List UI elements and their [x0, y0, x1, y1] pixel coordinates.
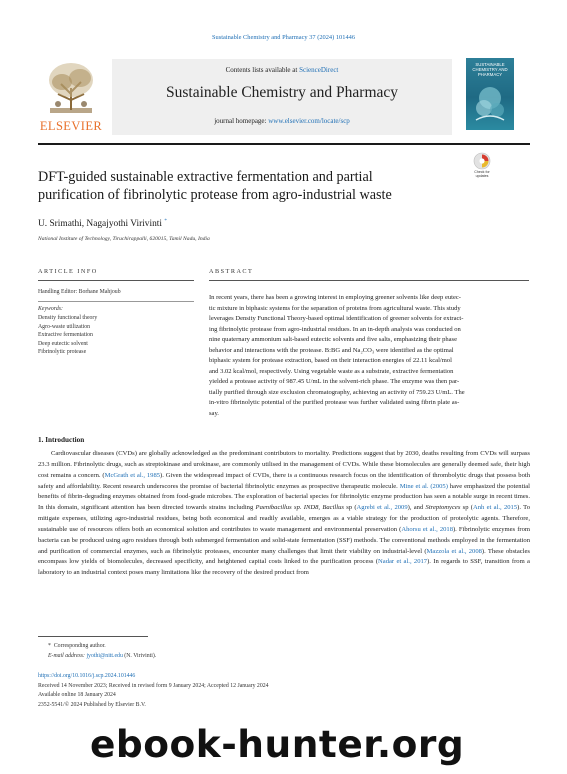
corresponding-author-mark[interactable]: *: [164, 219, 167, 224]
contents-line: Contents lists available at ScienceDirect: [225, 66, 339, 74]
keywords-label: Keywords:: [38, 306, 63, 312]
email-link[interactable]: jyothi@nitt.edu: [86, 652, 123, 659]
watermark-text: ebook-hunter.org: [90, 722, 465, 766]
journal-reference[interactable]: Sustainable Chemistry and Pharmacy 37 (2024) 101446: [211, 34, 356, 41]
citation-link[interactable]: Mazzola et al., 2008: [426, 547, 482, 555]
keyword-item: Deep eutectic solvent: [38, 340, 88, 347]
citation-link[interactable]: McGrath et al., 1985: [104, 471, 161, 479]
journal-homepage-link[interactable]: www.elsevier.com/locate/scp: [268, 117, 350, 125]
journal-title: Sustainable Chemistry and Pharmacy: [165, 84, 399, 101]
keyword-item: Density functional theory: [38, 315, 98, 321]
abstract-text: In recent years, there has been a growing interest in employing greener solvents like deep eutec- tic mixture in biphasic systems for the separation of proteins from agricultural waste. This study leverages Density Functional Theory-based optimal identification of greener solvents for extract- ing fibrinolytic protease from agro-industrial residues. In an in-depth analysis was conducted on nine quaternary ammonium salt-based eutectic solvents and five salts, emphasizing their phase behavior and interactions with the protease. B:BG and Na₂CO₃ were identified as the optimal biphasic system for protease extraction, based on their interaction energies of 22.11 kcal/mol and 3.02 kcal/mol, respectively. Using vegetable waste as a substrate, extractive fermentation yielded a protease activity of 987.45 U/mL in the solvent-rich phase. The enzyme was then par- tially purified through size exclusion chromatography, achieving an activity of 759.23 U/mL. The in-vitro fibrinolytic potential of the purified protease was further validated using fibrin plate as- say.: [209, 294, 465, 417]
elsevier-logo: [38, 58, 104, 134]
received-dates: Received 14 November 2023; Received in revised form 9 January 2024; Accepted 12 January 2024: [38, 682, 269, 689]
article-title: DFT-guided sustainable extractive fermentation and partial purification of fibrinolytic protease from agro-industrial waste: [38, 169, 392, 203]
affiliation: National Institute of Technology, Tiruchirappalli, 620015, Tamil Nadu, India: [38, 236, 210, 242]
abstract-rule: [209, 280, 529, 281]
author-list: U. Srimathi, Nagajyothi Virivinti *: [38, 219, 167, 230]
introduction-paragraph: Cardiovascular diseases (CVDs) are globally acknowledged as the predominant contributors to mortality. Predictions suggest that by 2030, deaths resulting from CVDs will surpass 23.3 million. Fibrinolytic drugs, such as streptokinase and urokinase, are commonly utilised in the management of CVDs. While these biomolecules are generally deemed safe, their high cost remains a concern. (McGrath et al., 1985). Given the widespread impact of CVDs, there is a continuous research focus on the identification of thrombolytic drugs that possess both safety and affordability. Recent research underscores the promise of bacterial fibrinolytic enzymes as prospective therapeutic molecule. Mine et al. (2005) have emphasized the potential benefits of fibrin-degrading enzymes obtained from food-grade microbes. The exploration of bacterial species for fibrinolytic enzyme production has seen a notable surge in recent times. In this domain, significant attention has been directed towards strains including Paenibacillus sp. IND8, Bacillus sp (Agrebi et al., 2009), and Streptomyces sp (Anh et al., 2015). To mitigate expenses, utilizing agro-industrial residues, being both economical and readily available, emerges as a viable strategy for the production of proteolytic agents. Therefore, sustainable use of resources offers both an economical solution and contributes to waste management and environmental preservation (Ahorsu et al., 2018). Fibrinolytic enzymes from bacteria can be produced using agro residues through both submerged fermentation and solid-state fermentation (SSF) methods. The conventional methods employed in the fermentation and purification of commercial enzymes, such as fibrinolytic proteases, encounter many challenges that limit their viability on industrial-level (Mazzola et al., 2008). These obstacles encompass low yields of biomolecules, decreased specificity, and heightened capital costs linked to the purification process (Nadar et al., 2017). In regards to SSF, transition from a laboratory to an industrial context poses many limitations like the recovery of the desired product from: [38, 450, 530, 577]
check-updates-icon: [466, 152, 498, 170]
article-info-divider: [38, 301, 194, 302]
citation-link[interactable]: Nadar et al., 2017: [378, 558, 428, 566]
elsevier-wordmark: ELSEVIER: [39, 119, 103, 133]
homepage-line: journal homepage: www.elsevier.com/locate/scp: [214, 117, 350, 125]
abstract-heading: ABSTRACT: [209, 268, 254, 275]
keyword-item: Agro-waste utilization: [38, 323, 90, 330]
article-info-rule: [38, 280, 194, 281]
sciencedirect-link[interactable]: ScienceDirect: [299, 66, 339, 74]
keyword-list: [38, 314, 97, 357]
citation-link[interactable]: Anh et al., 2015: [473, 504, 518, 512]
doi-link[interactable]: https://doi.org/10.1016/j.scp.2024.101446: [38, 673, 136, 679]
citation-link[interactable]: Agrebi et al., 2009: [356, 504, 408, 512]
footnote-rule: [38, 636, 148, 637]
corresponding-author-note: * Corresponding author.: [48, 643, 106, 649]
email-line: E-mail address: jyothi@nitt.edu (N. Virivinti).: [48, 652, 157, 659]
online-date: Available online 18 January 2024: [38, 692, 116, 699]
journal-cover[interactable]: [466, 58, 514, 130]
keyword-item: Fibrinolytic protease: [38, 349, 87, 356]
introduction-heading: 1. Introduction: [38, 436, 85, 444]
keyword-item: Extractive fermentation: [38, 332, 93, 339]
check-for-updates-button[interactable]: [466, 152, 498, 182]
check-updates-label: Check for updates: [474, 170, 490, 179]
article-info-heading: ARTICLE INFO: [38, 268, 98, 275]
header-rule: [38, 143, 530, 145]
cover-art-icon: [472, 82, 508, 124]
handling-editor: Handling Editor: Borhane Mahjoub: [38, 289, 121, 295]
copyright: 2352-5541/© 2024 Published by Elsevier B.V.: [38, 702, 146, 709]
cover-title: SUSTAINABLE CHEMISTRY AND PHARMACY: [472, 62, 508, 77]
citation-link[interactable]: Mine et al. (2005): [399, 482, 448, 490]
footnote: [48, 642, 156, 661]
article-history: [38, 672, 269, 711]
citation-link[interactable]: Ahorsu et al., 2018: [401, 525, 453, 533]
elsevier-tree-icon: [44, 60, 98, 116]
